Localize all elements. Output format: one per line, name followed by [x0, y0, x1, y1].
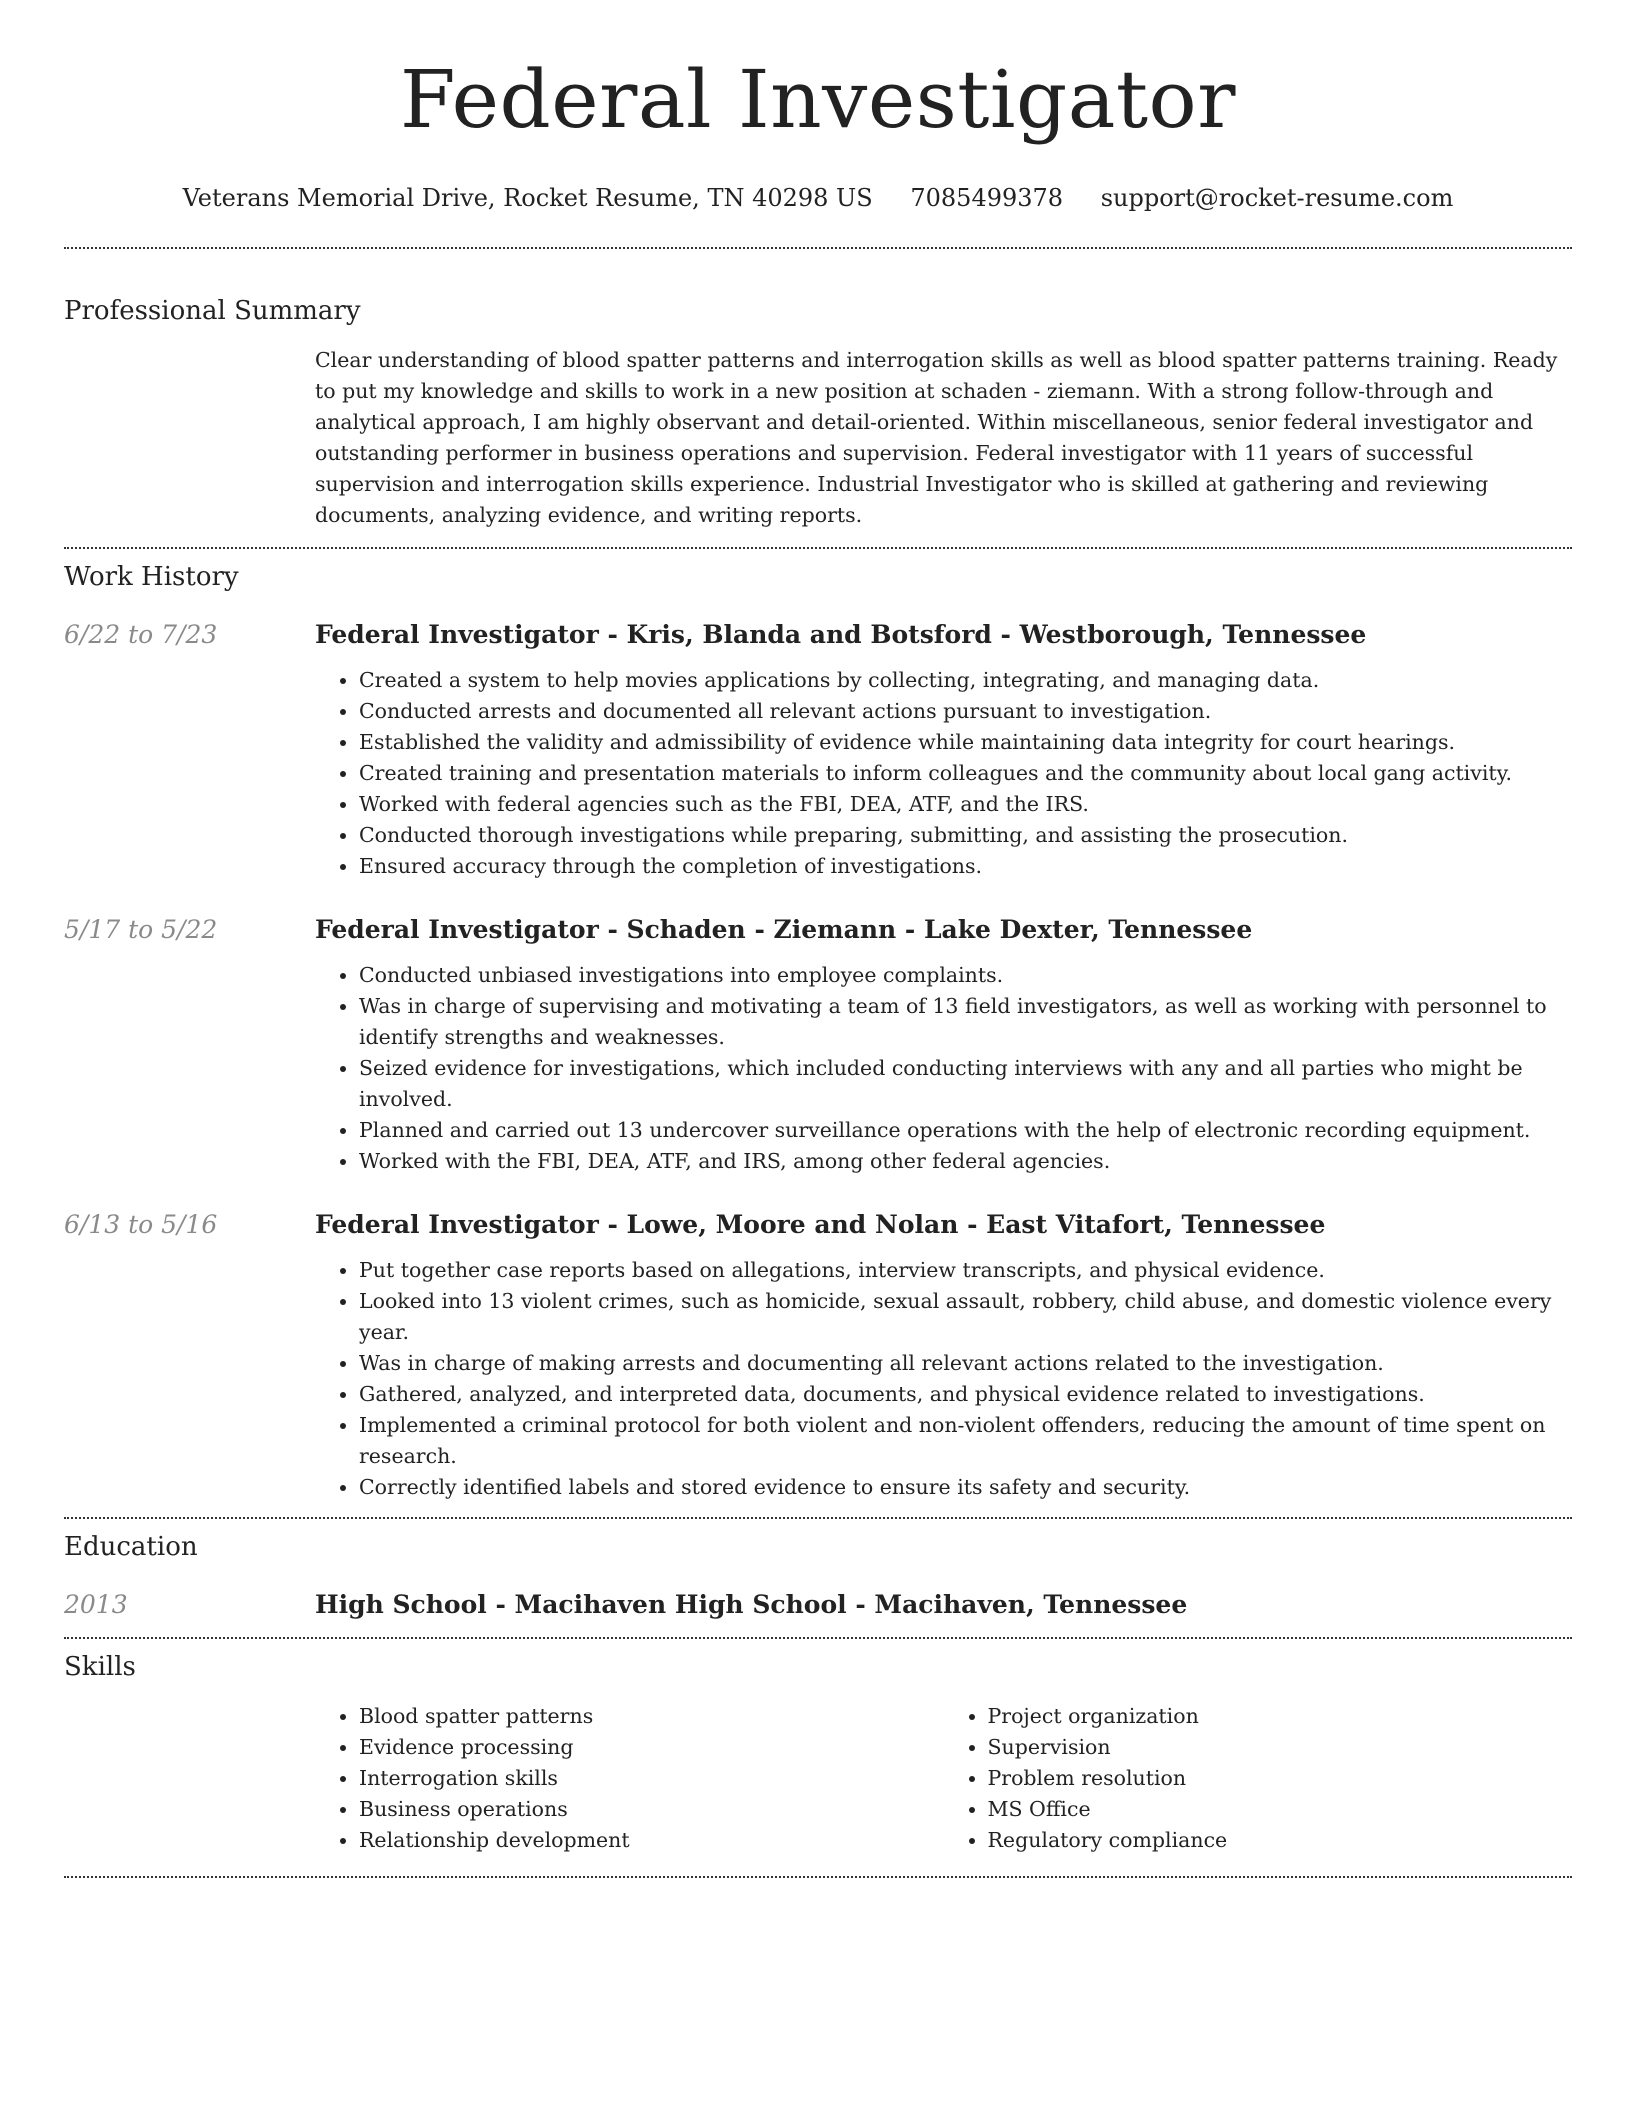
job-title: Federal Investigator - Kris, Blanda and Botsford - Westborough, Tennessee — [315, 620, 1367, 649]
job-date: 6/13 to 5/16 — [64, 1210, 218, 1239]
resume-name: Federal Investigator — [400, 53, 1236, 146]
job-bullets — [315, 1255, 1572, 1503]
job-bullets — [315, 960, 1572, 1177]
summary-text: Clear understanding of blood spatter patterns and interrogation skills as well as blood spatter patterns training. Ready to put my knowledge and skills to work in a new position at schaden - ziemann. With a strong follow-through and analytical approach, I am highly observant and detail-oriented. Within miscellaneous, senior federal investigator and outstanding performer in business operations and supervision. Federal investigator with 11 years of successful supervision and interrogation skills experience. Industrial Investigator who is skilled at gathering and reviewing documents, analyzing evidence, and writing reports. — [315, 348, 1558, 527]
list-item: • Seized evidence for investigations, which included conducting interviews with any and all parties who might be involved. — [359, 1053, 1572, 1115]
job-bullets — [315, 665, 1572, 882]
list-item: • Looked into 13 violent crimes, such as homicide, sexual assault, robbery, child abuse, and domestic violence every year. — [359, 1286, 1572, 1348]
contact-phone: 7085499378 — [910, 184, 1064, 212]
skills-list-left — [315, 1701, 944, 1856]
list-item: • Worked with the FBI, DEA, ATF, and IRS, among other federal agencies. — [359, 1146, 1572, 1177]
list-item: • Ensured accuracy through the completion of investigations. — [359, 851, 1572, 882]
job-date: 5/17 to 5/22 — [64, 915, 218, 944]
education-date: 2013 — [64, 1590, 128, 1619]
job-entry — [64, 617, 1572, 882]
list-item: • Conducted thorough investigations while preparing, submitting, and assisting the prosecution. — [359, 820, 1572, 851]
list-item: • MS Office — [988, 1794, 1573, 1825]
summary-section — [64, 293, 1572, 531]
list-item: • Problem resolution — [988, 1763, 1573, 1794]
education-section — [64, 1529, 1572, 1623]
list-item: • Conducted arrests and documented all relevant actions pursuant to investigation. — [359, 696, 1572, 727]
list-item: • Was in charge of making arrests and documenting all relevant actions related to the investigation. — [359, 1348, 1572, 1379]
list-item: • Project organization — [988, 1701, 1573, 1732]
list-item: • Created a system to help movies applications by collecting, integrating, and managing data. — [359, 665, 1572, 696]
list-item: • Created training and presentation materials to inform colleagues and the community about local gang activity. — [359, 758, 1572, 789]
divider — [64, 1876, 1572, 1878]
summary-heading: Professional Summary — [64, 296, 361, 326]
divider — [64, 547, 1572, 549]
list-item: • Gathered, analyzed, and interpreted data, documents, and physical evidence related to investigations. — [359, 1379, 1572, 1410]
job-date: 6/22 to 7/23 — [64, 620, 218, 649]
divider — [64, 1517, 1572, 1519]
list-item: • Established the validity and admissibility of evidence while maintaining data integrity for court hearings. — [359, 727, 1572, 758]
divider — [64, 247, 1572, 249]
resume-page — [64, 0, 1572, 1878]
job-title: Federal Investigator - Lowe, Moore and Nolan - East Vitafort, Tennessee — [315, 1210, 1326, 1239]
list-item: • Blood spatter patterns — [359, 1701, 944, 1732]
list-item: • Implemented a criminal protocol for both violent and non-violent offenders, reducing the amount of time spent on research. — [359, 1410, 1572, 1472]
list-item: • Evidence processing — [359, 1732, 944, 1763]
job-entry — [64, 912, 1572, 1177]
skills-list-right — [944, 1701, 1573, 1856]
contact-email: support@rocket-resume.com — [1100, 184, 1454, 212]
education-heading: Education — [64, 1532, 198, 1562]
skills-section — [64, 1649, 1572, 1856]
list-item: • Was in charge of supervising and motivating a team of 13 field investigators, as well as working with personnel to identify strengths and weaknesses. — [359, 991, 1572, 1053]
list-item: • Supervision — [988, 1732, 1573, 1763]
job-entry — [64, 1207, 1572, 1503]
contact-address: Veterans Memorial Drive, Rocket Resume, TN 40298 US — [182, 184, 873, 212]
list-item: • Worked with federal agencies such as the FBI, DEA, ATF, and the IRS. — [359, 789, 1572, 820]
contact-line — [64, 182, 1572, 214]
list-item: • Business operations — [359, 1794, 944, 1825]
skills-heading: Skills — [64, 1652, 136, 1682]
job-title: Federal Investigator - Schaden - Ziemann - Lake Dexter, Tennessee — [315, 915, 1253, 944]
education-entry — [64, 1587, 1572, 1623]
work-history-section — [64, 559, 1572, 1503]
skills-columns — [315, 1701, 1572, 1856]
list-item: • Relationship development — [359, 1825, 944, 1856]
education-title: High School - Macihaven High School - Macihaven, Tennessee — [315, 1590, 1188, 1619]
list-item: • Correctly identified labels and stored evidence to ensure its safety and security. — [359, 1472, 1572, 1503]
work-history-heading: Work History — [64, 562, 239, 592]
list-item: • Conducted unbiased investigations into employee complaints. — [359, 960, 1572, 991]
list-item: • Put together case reports based on allegations, interview transcripts, and physical evidence. — [359, 1255, 1572, 1286]
list-item: • Interrogation skills — [359, 1763, 944, 1794]
list-item: • Planned and carried out 13 undercover surveillance operations with the help of electronic recording equipment. — [359, 1115, 1572, 1146]
divider — [64, 1637, 1572, 1639]
list-item: • Regulatory compliance — [988, 1825, 1573, 1856]
